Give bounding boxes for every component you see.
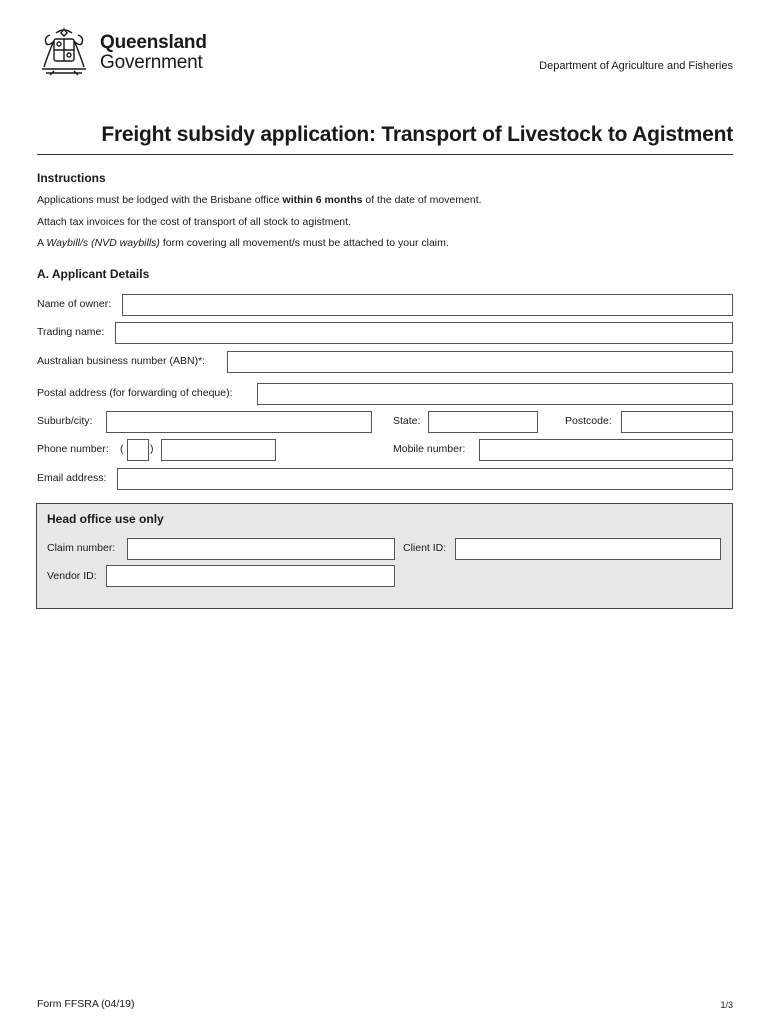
page-number: 1/3 (720, 1000, 733, 1010)
queensland-crest-icon (36, 23, 92, 79)
instruction-line-2: Attach tax invoices for the cost of transport of all stock to agistment. (37, 216, 351, 228)
suburb-label: Suburb/city: (37, 415, 93, 427)
claim-number-field[interactable] (127, 538, 395, 560)
postcode-label: Postcode: (565, 415, 612, 427)
postal-address-label: Postal address (for forwarding of cheque): (37, 387, 233, 399)
form-code: Form FFSRA (04/19) (37, 998, 135, 1010)
instruction-line-3 (37, 237, 449, 249)
email-field[interactable] (117, 468, 733, 490)
logo-line-1: Queensland (100, 32, 207, 53)
instruction-line-1 (37, 194, 482, 206)
form-title: Freight subsidy application: Transport of Livestock to Agistment (101, 123, 733, 146)
email-label: Email address: (37, 472, 107, 484)
instruction-text: A (37, 237, 47, 249)
applicant-details-heading: A. Applicant Details (37, 267, 150, 281)
instruction-text: of the date of movement. (362, 194, 482, 206)
title-divider (37, 154, 733, 155)
postcode-field[interactable] (621, 411, 733, 433)
phone-label: Phone number: (37, 443, 109, 455)
instruction-emphasis: within 6 months (282, 194, 363, 206)
vendor-id-label: Vendor ID: (47, 570, 97, 582)
owner-label: Name of owner: (37, 298, 112, 310)
phone-area-code-field[interactable] (127, 439, 149, 461)
state-field[interactable] (428, 411, 538, 433)
department-name: Department of Agriculture and Fisheries (539, 60, 733, 72)
mobile-number-field[interactable] (479, 439, 733, 461)
phone-close-paren: ) (150, 443, 154, 455)
suburb-field[interactable] (106, 411, 372, 433)
trading-name-label: Trading name: (37, 326, 105, 338)
instruction-text: form covering all movement/s must be attached to your claim. (159, 237, 449, 249)
owner-name-field[interactable] (122, 294, 733, 316)
vendor-id-field[interactable] (106, 565, 395, 587)
trading-name-field[interactable] (115, 322, 733, 344)
abn-field[interactable] (227, 351, 733, 373)
instruction-text: Applications must be lodged with the Brisbane office (37, 194, 283, 206)
state-label: State: (393, 415, 421, 427)
mobile-label: Mobile number: (393, 443, 466, 455)
logo-line-2: Government (100, 52, 203, 73)
logo-wordmark (100, 33, 207, 72)
client-id-label: Client ID: (403, 542, 447, 554)
client-id-field[interactable] (455, 538, 721, 560)
phone-number-field[interactable] (161, 439, 276, 461)
phone-open-paren: ( (120, 443, 124, 455)
head-office-heading: Head office use only (47, 512, 164, 526)
instruction-italic: Waybill/s (NVD waybills) (46, 237, 160, 249)
postal-address-field[interactable] (257, 383, 733, 405)
abn-label: Australian business number (ABN)*: (37, 355, 206, 367)
claim-number-label: Claim number: (47, 542, 116, 554)
instructions-heading: Instructions (37, 171, 106, 185)
